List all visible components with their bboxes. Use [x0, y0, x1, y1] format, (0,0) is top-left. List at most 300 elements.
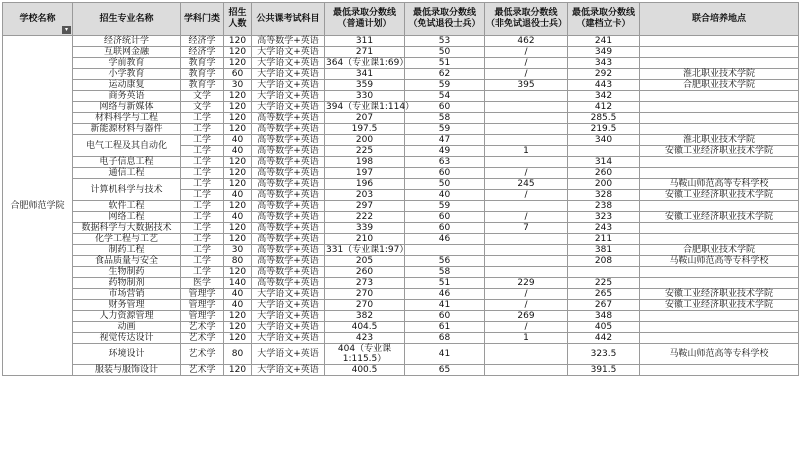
score-poverty-cell: 200	[568, 179, 640, 190]
score-veteran-exempt-cell: 41	[405, 300, 485, 311]
score-regular-cell: 197.5	[325, 124, 405, 135]
field-cell: 工学	[181, 168, 224, 179]
score-veteran-nonexempt-cell: /	[485, 322, 568, 333]
score-veteran-exempt-cell: 40	[405, 190, 485, 201]
field-cell: 文学	[181, 91, 224, 102]
score-poverty-cell: 342	[568, 91, 640, 102]
exam-cell: 大学语文+英语	[252, 300, 325, 311]
header-count[interactable]: 招生人数	[224, 3, 252, 36]
field-cell: 工学	[181, 146, 224, 157]
score-regular-cell: 394（专业课1:114）	[326, 102, 415, 112]
score-regular-cell: 270	[325, 300, 405, 311]
joint-site-cell: 合肥职业技术学院	[640, 245, 799, 256]
score-veteran-nonexempt-cell: 395	[485, 80, 568, 91]
joint-site-cell	[640, 91, 799, 102]
count-cell: 120	[224, 223, 252, 234]
joint-site-cell: 安徽工业经济职业技术学院	[640, 212, 799, 223]
count-cell: 120	[224, 179, 252, 190]
major-cell: 数据科学与大数据技术	[73, 223, 181, 234]
score-veteran-exempt-cell: 51	[405, 58, 485, 69]
field-cell: 管理学	[181, 300, 224, 311]
score-veteran-exempt-cell: 60	[405, 223, 485, 234]
major-cell: 材料科学与工程	[73, 113, 181, 124]
count-cell: 120	[224, 36, 252, 47]
score-veteran-exempt-cell: 62	[405, 69, 485, 80]
score-veteran-nonexempt-cell	[485, 365, 568, 376]
header-score-regular[interactable]: 最低录取分数线（普通计划）	[325, 3, 405, 36]
score-regular-cell: 210	[325, 234, 405, 245]
score-veteran-exempt-cell	[405, 245, 485, 256]
count-cell: 40	[224, 300, 252, 311]
filter-dropdown-icon[interactable]: ▾	[62, 26, 71, 34]
table-body	[3, 36, 799, 376]
score-veteran-exempt-cell: 51	[405, 278, 485, 289]
score-veteran-nonexempt-cell	[485, 234, 568, 245]
score-regular-cell: 222	[325, 212, 405, 223]
field-cell: 工学	[181, 267, 224, 278]
major-cell: 新能源材料与器件	[73, 124, 181, 135]
exam-cell: 高等数学+英语	[252, 124, 325, 135]
joint-site-cell	[640, 278, 799, 289]
table-row	[3, 201, 799, 212]
score-poverty-cell: 267	[568, 300, 640, 311]
score-regular-cell: 198	[325, 157, 405, 168]
field-cell: 教育学	[181, 58, 224, 69]
joint-site-cell	[640, 234, 799, 245]
score-regular-cell: 207	[325, 113, 405, 124]
score-veteran-exempt-cell: 68	[405, 333, 485, 344]
score-veteran-exempt-cell: 46	[405, 234, 485, 245]
table-row	[3, 223, 799, 234]
table-row	[3, 47, 799, 58]
header-major[interactable]: 招生专业名称	[73, 3, 181, 36]
field-cell: 工学	[181, 201, 224, 212]
table-row	[3, 344, 799, 365]
score-regular-cell: 203	[325, 190, 405, 201]
score-veteran-nonexempt-cell	[485, 157, 568, 168]
count-cell: 40	[224, 289, 252, 300]
score-veteran-nonexempt-cell: /	[485, 168, 568, 179]
score-regular-cell: 297	[325, 201, 405, 212]
score-veteran-nonexempt-cell	[485, 256, 568, 267]
major-cell: 通信工程	[73, 168, 181, 179]
field-cell: 经济学	[181, 47, 224, 58]
score-poverty-cell: 211	[568, 234, 640, 245]
field-cell: 工学	[181, 190, 224, 201]
score-veteran-nonexempt-cell: /	[485, 58, 568, 69]
exam-cell: 大学语文+英语	[252, 333, 325, 344]
exam-cell: 高等数学+英语	[252, 36, 325, 47]
field-cell: 艺术学	[181, 333, 224, 344]
table-row	[3, 256, 799, 267]
score-veteran-nonexempt-cell: /	[485, 300, 568, 311]
score-regular-cell: 404（专业课1:115.5）	[325, 344, 405, 365]
score-poverty-cell: 443	[568, 80, 640, 91]
joint-site-cell: 马鞍山师范高等专科学校	[640, 179, 799, 190]
score-poverty-cell: 340	[568, 135, 640, 146]
table-row	[3, 234, 799, 245]
major-cell: 人力资源管理	[73, 311, 181, 322]
field-cell: 艺术学	[181, 365, 224, 376]
exam-cell: 大学语文+英语	[252, 69, 325, 80]
exam-cell: 高等数学+英语	[252, 234, 325, 245]
score-regular-cell: 330	[325, 91, 405, 102]
exam-cell: 高等数学+英语	[252, 201, 325, 212]
score-veteran-exempt-cell: 60	[405, 311, 485, 322]
count-cell: 120	[224, 58, 252, 69]
field-cell: 工学	[181, 212, 224, 223]
field-cell: 艺术学	[181, 344, 224, 365]
score-veteran-nonexempt-cell: 229	[485, 278, 568, 289]
score-veteran-exempt-cell: 60	[405, 168, 485, 179]
table-row	[3, 333, 799, 344]
count-cell: 120	[224, 234, 252, 245]
score-regular-cell: 271	[325, 47, 405, 58]
header-score-veteran-nonexempt[interactable]: 最低录取分数线（非免试退役士兵）	[485, 3, 568, 36]
count-cell: 120	[224, 365, 252, 376]
score-poverty-cell: 349	[568, 47, 640, 58]
joint-site-cell	[640, 322, 799, 333]
count-cell: 120	[224, 201, 252, 212]
exam-cell: 高等数学+英语	[252, 245, 325, 256]
major-cell: 计算机科学与技术	[73, 179, 181, 201]
field-cell: 工学	[181, 245, 224, 256]
major-cell: 化学工程与工艺	[73, 234, 181, 245]
joint-site-cell	[640, 36, 799, 47]
score-veteran-nonexempt-cell	[485, 267, 568, 278]
score-poverty-cell	[568, 146, 640, 157]
score-poverty-cell: 208	[568, 256, 640, 267]
major-cell: 网络工程	[73, 212, 181, 223]
table-row	[3, 322, 799, 333]
score-veteran-nonexempt-cell: 7	[485, 223, 568, 234]
score-veteran-exempt-cell: 53	[405, 36, 485, 47]
exam-cell: 大学语文+英语	[252, 322, 325, 333]
field-cell: 工学	[181, 179, 224, 190]
joint-site-cell: 安徽工业经济职业技术学院	[640, 300, 799, 311]
exam-cell: 大学语文+英语	[252, 344, 325, 365]
score-regular-cell: 382	[325, 311, 405, 322]
field-cell: 艺术学	[181, 322, 224, 333]
table-row	[3, 212, 799, 223]
score-veteran-exempt-cell: 54	[405, 91, 485, 102]
score-veteran-nonexempt-cell: 462	[485, 36, 568, 47]
school-name-cell: 合肥师范学院	[3, 36, 73, 376]
score-veteran-exempt-cell: 50	[405, 179, 485, 190]
exam-cell: 高等数学+英语	[252, 212, 325, 223]
field-cell: 教育学	[181, 69, 224, 80]
count-cell: 60	[224, 69, 252, 80]
table-row	[3, 91, 799, 102]
score-veteran-exempt-cell: 58	[405, 267, 485, 278]
joint-site-cell	[640, 58, 799, 69]
header-field[interactable]: 学科门类	[181, 3, 224, 36]
score-veteran-nonexempt-cell	[485, 135, 568, 146]
score-veteran-exempt-cell: 65	[405, 365, 485, 376]
joint-site-cell: 安徽工业经济职业技术学院	[640, 146, 799, 157]
score-veteran-exempt-cell: 59	[405, 80, 485, 91]
score-veteran-nonexempt-cell	[485, 113, 568, 124]
score-veteran-nonexempt-cell: /	[485, 190, 568, 201]
count-cell: 120	[224, 267, 252, 278]
score-regular-cell: 339	[325, 223, 405, 234]
score-regular-cell: 400.5	[325, 365, 405, 376]
score-poverty-cell: 323	[568, 212, 640, 223]
score-veteran-exempt-cell: 47	[405, 135, 485, 146]
score-regular-cell: 423	[325, 333, 405, 344]
table-row	[3, 300, 799, 311]
header-score-poverty[interactable]: 最低录取分数线（建档立卡）	[568, 3, 640, 36]
joint-site-cell: 安徽工业经济职业技术学院	[640, 190, 799, 201]
field-cell: 工学	[181, 157, 224, 168]
major-cell: 网络与新媒体	[73, 102, 181, 113]
score-poverty-cell: 243	[568, 223, 640, 234]
field-cell: 工学	[181, 223, 224, 234]
major-cell: 服装与服饰设计	[73, 365, 181, 376]
major-cell: 电子信息工程	[73, 157, 181, 168]
major-cell: 食品质量与安全	[73, 256, 181, 267]
score-regular-cell: 311	[325, 36, 405, 47]
joint-site-cell	[640, 267, 799, 278]
field-cell: 工学	[181, 124, 224, 135]
score-poverty-cell: 238	[568, 201, 640, 212]
exam-cell: 高等数学+英语	[252, 223, 325, 234]
joint-site-cell	[640, 124, 799, 135]
exam-cell: 高等数学+英语	[252, 256, 325, 267]
table-row	[3, 102, 799, 113]
table-row	[3, 365, 799, 376]
score-regular-cell: 404.5	[325, 322, 405, 333]
count-cell: 80	[224, 256, 252, 267]
count-cell: 120	[224, 322, 252, 333]
count-cell: 30	[224, 245, 252, 256]
joint-site-cell	[640, 102, 799, 113]
table-row	[3, 113, 799, 124]
score-veteran-exempt-cell: 59	[405, 201, 485, 212]
count-cell: 120	[224, 168, 252, 179]
joint-site-cell	[640, 365, 799, 376]
exam-cell: 高等数学+英语	[252, 146, 325, 157]
score-veteran-nonexempt-cell	[485, 344, 568, 365]
exam-cell: 大学语文+英语	[252, 47, 325, 58]
joint-site-cell	[640, 157, 799, 168]
score-veteran-nonexempt-cell: 245	[485, 179, 568, 190]
score-poverty-cell: 314	[568, 157, 640, 168]
exam-cell: 高等数学+英语	[252, 113, 325, 124]
major-cell: 小学教育	[73, 69, 181, 80]
score-poverty-cell: 405	[568, 322, 640, 333]
joint-site-cell	[640, 47, 799, 58]
table-row	[3, 289, 799, 300]
count-cell: 120	[224, 311, 252, 322]
exam-cell: 大学语文+英语	[252, 289, 325, 300]
major-cell: 运动康复	[73, 80, 181, 91]
score-regular-cell: 260	[325, 267, 405, 278]
score-poverty-cell: 292	[568, 69, 640, 80]
score-veteran-nonexempt-cell: /	[485, 47, 568, 58]
field-cell: 经济学	[181, 36, 224, 47]
score-veteran-exempt-cell: 60	[405, 212, 485, 223]
joint-site-cell: 淮北职业技术学院	[640, 135, 799, 146]
score-veteran-exempt-cell: 50	[405, 47, 485, 58]
exam-cell: 高等数学+英语	[252, 267, 325, 278]
score-regular-cell: 331（专业课1:97）	[326, 245, 409, 255]
field-cell: 工学	[181, 135, 224, 146]
table-row	[3, 168, 799, 179]
score-veteran-nonexempt-cell: 269	[485, 311, 568, 322]
score-poverty-cell: 381	[568, 245, 640, 256]
joint-site-cell: 马鞍山师范高等专科学校	[640, 256, 799, 267]
count-cell: 80	[224, 344, 252, 365]
field-cell: 工学	[181, 256, 224, 267]
count-cell: 120	[224, 124, 252, 135]
count-cell: 40	[224, 146, 252, 157]
exam-cell: 高等数学+英语	[252, 157, 325, 168]
score-poverty-cell: 348	[568, 311, 640, 322]
score-poverty-cell: 285.5	[568, 113, 640, 124]
major-cell: 经济统计学	[73, 36, 181, 47]
score-veteran-nonexempt-cell: /	[485, 289, 568, 300]
joint-site-cell	[640, 168, 799, 179]
admission-score-table	[2, 2, 799, 376]
major-cell: 电气工程及其自动化	[73, 135, 181, 157]
score-regular-cell: 197	[325, 168, 405, 179]
field-cell: 管理学	[181, 289, 224, 300]
score-veteran-exempt-cell: 60	[405, 102, 485, 113]
score-regular-cell: 205	[325, 256, 405, 267]
table-row	[3, 278, 799, 289]
exam-cell: 高等数学+英语	[252, 179, 325, 190]
count-cell: 140	[224, 278, 252, 289]
score-veteran-nonexempt-cell: /	[485, 69, 568, 80]
score-poverty-cell: 323.5	[568, 344, 640, 365]
table-row	[3, 245, 799, 256]
major-cell: 动画	[73, 322, 181, 333]
joint-site-cell	[640, 113, 799, 124]
major-cell: 环境设计	[73, 344, 181, 365]
score-regular-cell: 196	[325, 179, 405, 190]
table-row	[3, 80, 799, 91]
major-cell: 商务英语	[73, 91, 181, 102]
exam-cell: 大学语文+英语	[252, 58, 325, 69]
score-veteran-nonexempt-cell: /	[485, 212, 568, 223]
exam-cell: 高等数学+英语	[252, 135, 325, 146]
major-cell: 市场营销	[73, 289, 181, 300]
joint-site-cell: 淮北职业技术学院	[640, 69, 799, 80]
score-veteran-nonexempt-cell	[485, 124, 568, 135]
table-row	[3, 69, 799, 80]
count-cell: 40	[224, 190, 252, 201]
field-cell: 医学	[181, 278, 224, 289]
count-cell: 30	[224, 80, 252, 91]
score-poverty-cell: 442	[568, 333, 640, 344]
score-regular-cell: 270	[325, 289, 405, 300]
table-row	[3, 124, 799, 135]
score-veteran-exempt-cell: 61	[405, 322, 485, 333]
score-veteran-exempt-cell: 56	[405, 256, 485, 267]
score-veteran-exempt-cell: 49	[405, 146, 485, 157]
score-veteran-exempt-cell: 58	[405, 113, 485, 124]
table-row	[3, 311, 799, 322]
table-row	[3, 135, 799, 146]
score-veteran-exempt-cell: 46	[405, 289, 485, 300]
header-exam[interactable]: 公共课考试科目	[252, 3, 325, 36]
score-regular-cell: 341	[325, 69, 405, 80]
score-regular-cell: 200	[325, 135, 405, 146]
count-cell: 120	[224, 157, 252, 168]
table-row	[3, 157, 799, 168]
joint-site-cell: 合肥职业技术学院	[640, 80, 799, 91]
count-cell: 120	[224, 91, 252, 102]
score-poverty-cell: 219.5	[568, 124, 640, 135]
major-cell: 药物制剂	[73, 278, 181, 289]
field-cell: 管理学	[181, 311, 224, 322]
score-veteran-nonexempt-cell	[485, 91, 568, 102]
major-cell: 制药工程	[73, 245, 181, 256]
exam-cell: 大学语文+英语	[252, 80, 325, 91]
exam-cell: 大学语文+英语	[252, 102, 325, 113]
field-cell: 工学	[181, 234, 224, 245]
score-poverty-cell: 328	[568, 190, 640, 201]
joint-site-cell	[640, 201, 799, 212]
exam-cell: 大学语文+英语	[252, 365, 325, 376]
joint-site-cell	[640, 223, 799, 234]
score-veteran-nonexempt-cell: 1	[485, 146, 568, 157]
exam-cell: 大学语文+英语	[252, 91, 325, 102]
joint-site-cell: 马鞍山师范高等专科学校	[640, 344, 799, 365]
score-poverty-cell: 391.5	[568, 365, 640, 376]
header-school[interactable]: 学校名称 ▾	[3, 3, 73, 36]
major-cell: 学前教育	[73, 58, 181, 69]
score-regular-cell: 273	[325, 278, 405, 289]
major-cell: 财务管理	[73, 300, 181, 311]
score-poverty-cell: 343	[568, 58, 640, 69]
score-poverty-cell: 241	[568, 36, 640, 47]
score-veteran-nonexempt-cell	[485, 201, 568, 212]
header-joint-site[interactable]: 联合培养地点	[640, 3, 799, 36]
major-cell: 视觉传达设计	[73, 333, 181, 344]
score-veteran-exempt-cell: 41	[405, 344, 485, 365]
exam-cell: 高等数学+英语	[252, 190, 325, 201]
score-regular-cell: 359	[325, 80, 405, 91]
score-veteran-exempt-cell: 63	[405, 157, 485, 168]
table-row	[3, 36, 799, 47]
score-veteran-nonexempt-cell: 1	[485, 333, 568, 344]
score-veteran-nonexempt-cell	[485, 102, 568, 113]
exam-cell: 高等数学+英语	[252, 278, 325, 289]
score-poverty-cell: 265	[568, 289, 640, 300]
score-regular-cell: 225	[325, 146, 405, 157]
count-cell: 40	[224, 135, 252, 146]
field-cell: 教育学	[181, 80, 224, 91]
major-cell: 互联网金融	[73, 47, 181, 58]
joint-site-cell: 安徽工业经济职业技术学院	[640, 289, 799, 300]
joint-site-cell	[640, 311, 799, 322]
score-poverty-cell: 225	[568, 278, 640, 289]
major-cell: 生物制药	[73, 267, 181, 278]
score-poverty-cell	[568, 267, 640, 278]
table-row	[3, 58, 799, 69]
major-cell: 软件工程	[73, 201, 181, 212]
exam-cell: 高等数学+英语	[252, 168, 325, 179]
score-poverty-cell: 412	[568, 102, 640, 113]
header-row	[3, 3, 799, 36]
header-score-veteran-exempt[interactable]: 最低录取分数线（免试退役士兵）	[405, 3, 485, 36]
score-veteran-nonexempt-cell	[485, 245, 568, 256]
count-cell: 120	[224, 113, 252, 124]
joint-site-cell	[640, 333, 799, 344]
exam-cell: 大学语文+英语	[252, 311, 325, 322]
